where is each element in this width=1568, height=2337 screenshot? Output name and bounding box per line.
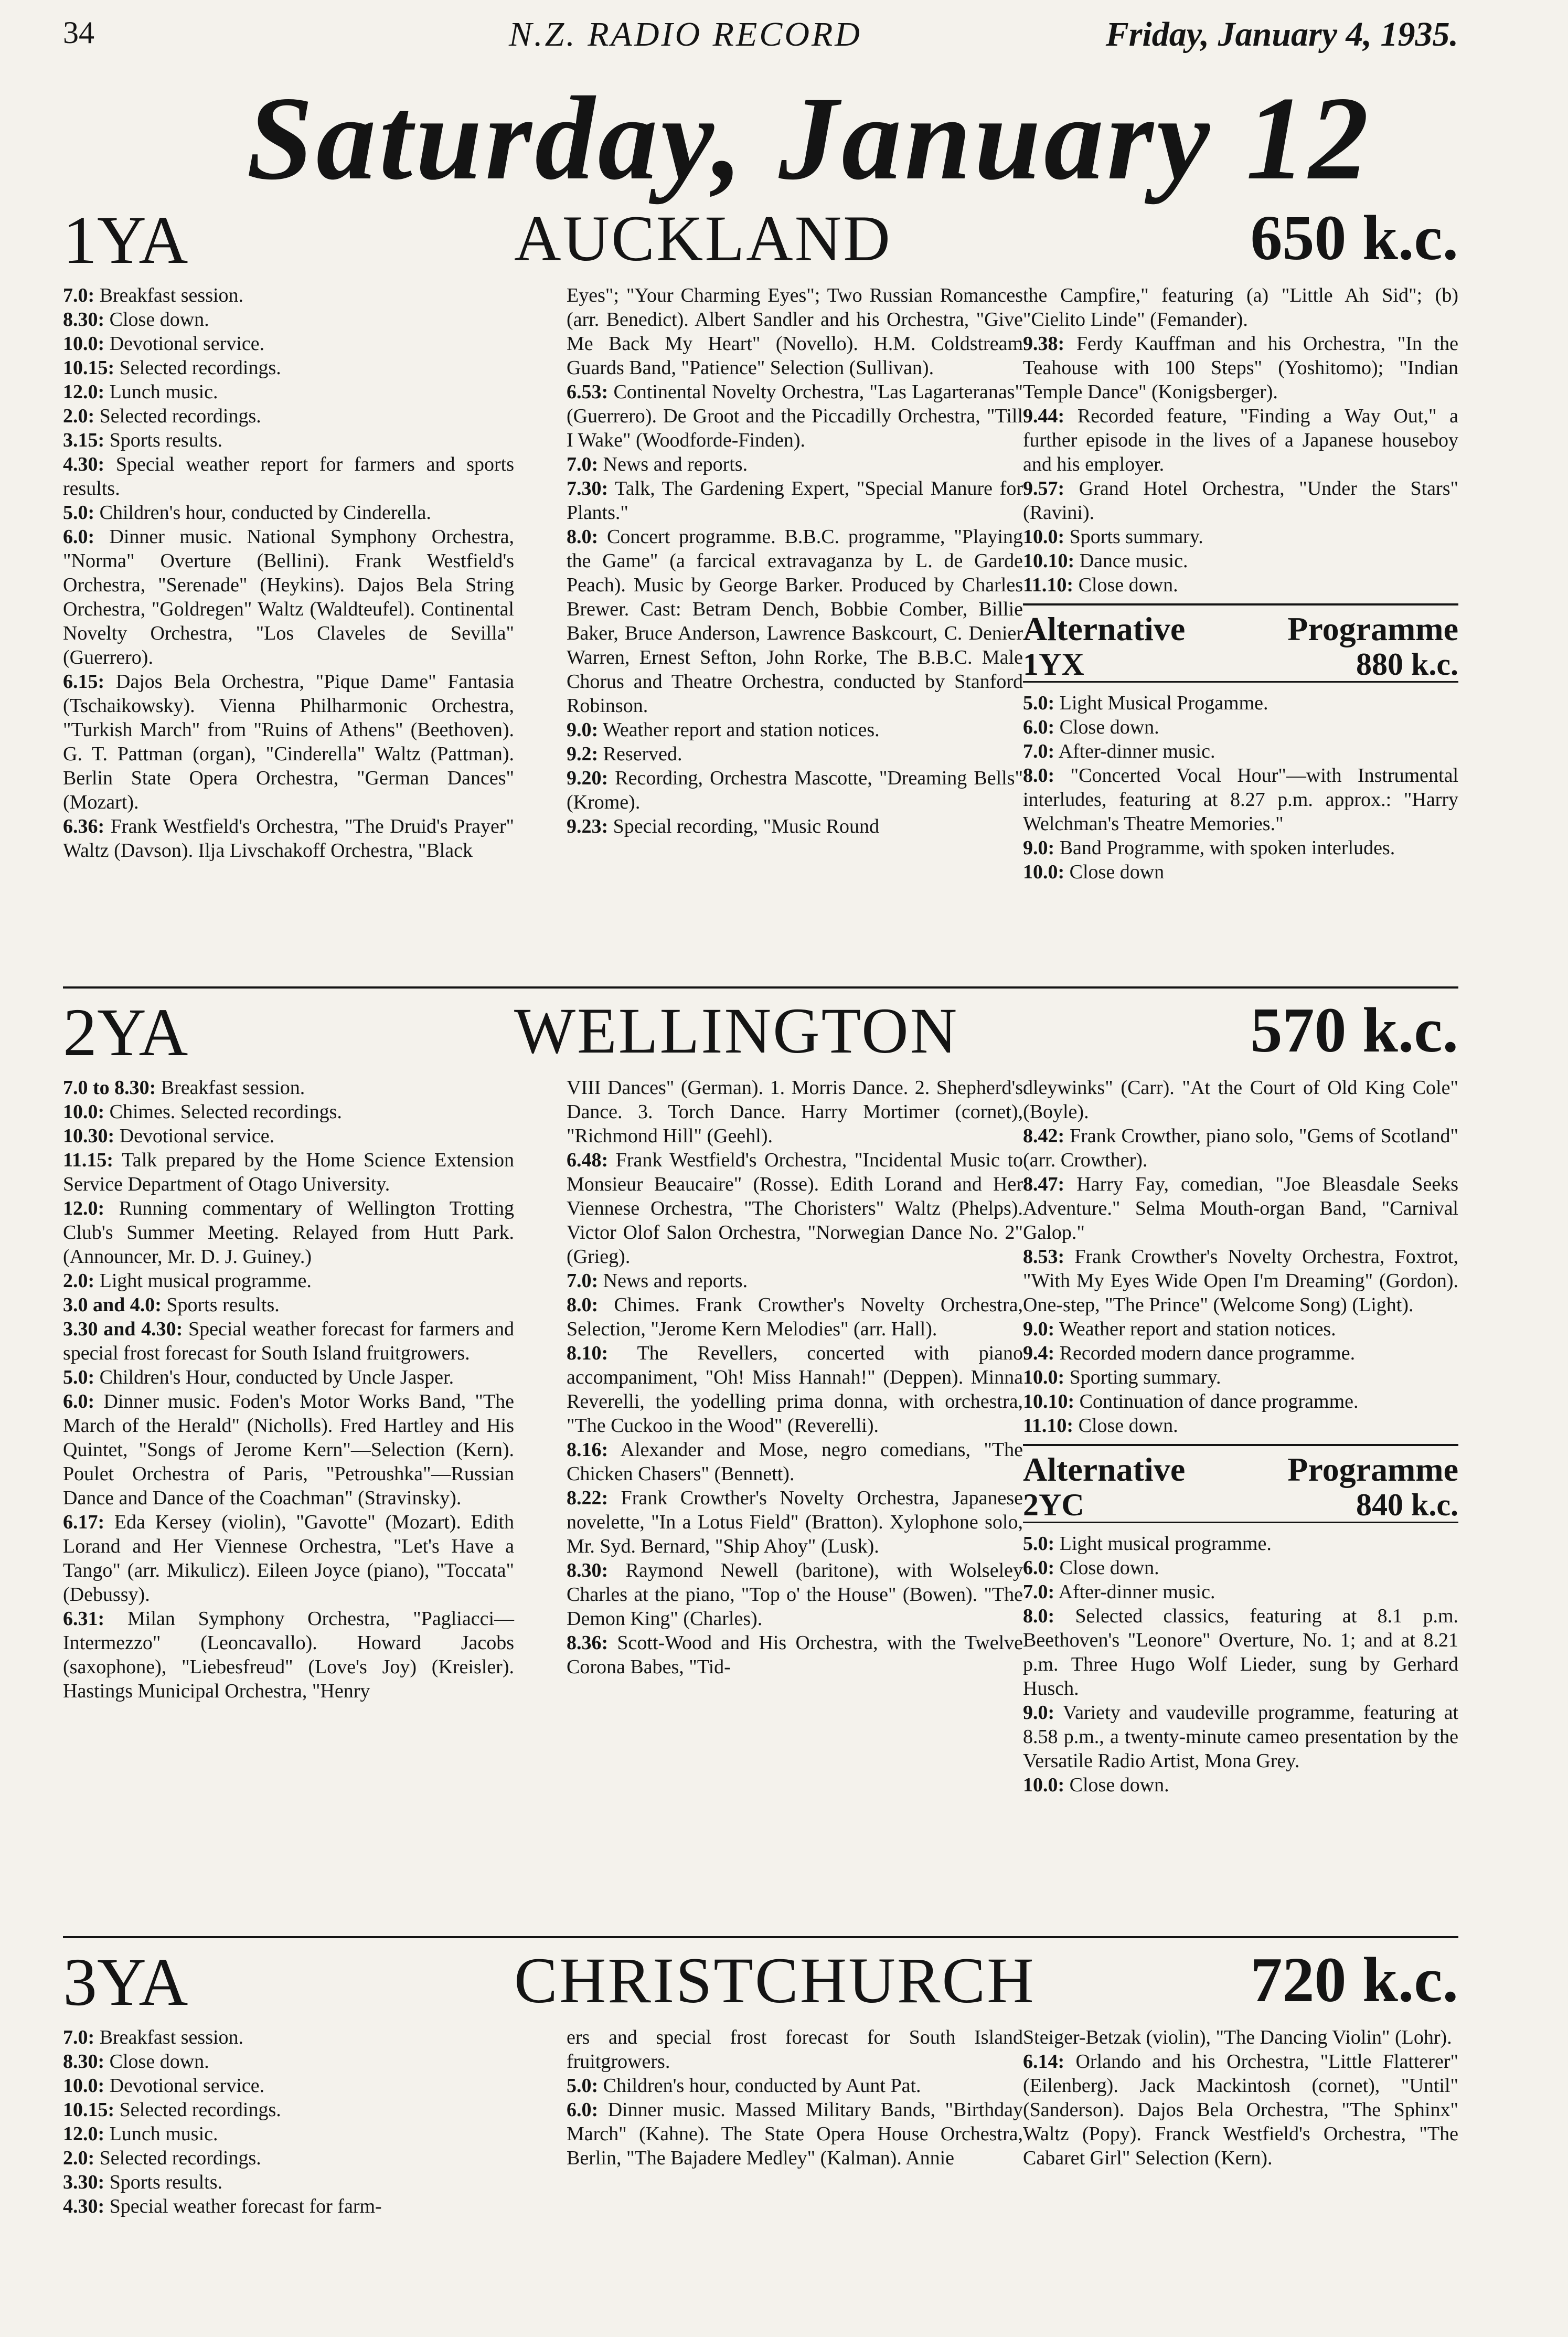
programme-text: Special recording, "Music Round xyxy=(613,815,879,837)
programme-entry xyxy=(567,1438,1023,1486)
programme-text: Sporting summary. xyxy=(1069,1366,1221,1388)
programme-entry xyxy=(1023,283,1458,332)
programme-text: Children's hour, conducted by Aunt Pat. xyxy=(603,2075,921,2097)
station-call: 2YA xyxy=(63,995,188,1070)
programme-time: 9.23: xyxy=(567,815,609,837)
programme-text: Selected recordings. xyxy=(99,2147,261,2169)
programme-time: 6.0: xyxy=(567,2099,599,2121)
programme-text: Selected recordings. xyxy=(99,405,261,427)
programme-entry xyxy=(567,1341,1023,1438)
programme-entry xyxy=(63,1293,514,1317)
alt-label: Alternative xyxy=(1023,1451,1186,1488)
programme-column-2 xyxy=(567,2025,1023,2170)
programme-time: 9.44: xyxy=(1023,405,1065,427)
programme-time: 3.15: xyxy=(63,429,105,451)
programme-time: 6.0: xyxy=(63,1390,95,1412)
programme-entry xyxy=(567,1558,1023,1631)
programme-entry xyxy=(567,766,1023,814)
programme-time: 9.38: xyxy=(1023,333,1065,355)
programme-column-1 xyxy=(63,1076,514,1703)
programme-entry xyxy=(567,1293,1023,1341)
programme-time: 10.30: xyxy=(63,1125,115,1147)
programme-time: 4.30: xyxy=(63,453,105,475)
programme-entry xyxy=(63,1076,514,1100)
programme-time: 8.0: xyxy=(1023,1605,1055,1627)
alt-frequency: 840 k.c. xyxy=(1356,1488,1458,1522)
programme-time: 6.36: xyxy=(63,815,105,837)
programme-column-2 xyxy=(567,283,1023,838)
programme-time: 5.0: xyxy=(1023,692,1055,714)
programme-columns xyxy=(63,1076,1458,1968)
programme-entry xyxy=(1023,1172,1458,1245)
programme-text: Sports summary. xyxy=(1069,526,1203,548)
alternative-programme-1yx xyxy=(1023,603,1458,683)
programme-text: Special weather report for farmers and sports results. xyxy=(63,453,514,500)
programme-entry xyxy=(1023,739,1458,763)
programme-entry xyxy=(63,2025,514,2049)
programme-text: Chimes. Selected recordings. xyxy=(109,1101,342,1123)
programme-time: 10.0: xyxy=(63,1101,105,1123)
alt-label-right: Programme xyxy=(1287,610,1458,647)
programme-entry xyxy=(1023,1076,1458,1124)
programme-entry xyxy=(63,814,514,863)
alt-label: Alternative xyxy=(1023,610,1186,647)
programme-text: Close down. xyxy=(1069,1774,1169,1796)
programme-entry xyxy=(1023,1580,1458,1604)
programme-text: Selected recordings. xyxy=(119,357,281,379)
programme-time: 10.0: xyxy=(1023,526,1065,548)
programme-time: 8.0: xyxy=(567,1294,599,1316)
programme-text: Weather report and station notices. xyxy=(602,719,880,741)
programme-entry xyxy=(1023,525,1458,549)
programme-time: 7.0: xyxy=(63,284,95,306)
programme-time: 6.0: xyxy=(63,526,95,548)
issue-date: Friday, January 4, 1935. xyxy=(1105,15,1458,54)
programme-text: The Revellers, concerted with piano accompaniment, "Oh! Miss Hannah!" (Deppen). Minna Reverelli, the yodelling prima donna, with orchestra, "The Cuckoo in the Wood" (Reverelli). xyxy=(567,1342,1023,1437)
station-call: 3YA xyxy=(63,1945,188,2020)
programme-text: Running commentary of Wellington Trotting Club's Summer Meeting. Relayed from Hutt Park. (Announcer, Mr. D. J. Guiney.) xyxy=(63,1197,515,1268)
programme-time: 5.0: xyxy=(63,1366,95,1388)
programme-text: Light Musical Progamme. xyxy=(1059,692,1268,714)
alt-frequency: 880 k.c. xyxy=(1356,647,1458,682)
programme-time: 2.0: xyxy=(63,405,95,427)
programme-column-3 xyxy=(1023,2025,1458,2170)
programme-entry xyxy=(63,1317,514,1365)
programme-time: 9.57: xyxy=(1023,477,1065,500)
programme-entry xyxy=(1023,1365,1458,1389)
programme-entry xyxy=(63,2194,514,2218)
programme-text: Light musical programme. xyxy=(1059,1533,1272,1555)
programme-entry xyxy=(63,332,514,356)
programme-time: 6.0: xyxy=(1023,716,1055,738)
station-header xyxy=(63,1947,1458,2025)
programme-time: 7.0: xyxy=(567,453,599,475)
programme-text: Continuation of dance programme. xyxy=(1079,1390,1359,1412)
programme-time: 8.0: xyxy=(567,526,599,548)
programme-time: 10.15: xyxy=(63,357,115,379)
programme-time: 10.0: xyxy=(1023,1774,1065,1796)
programme-time: 9.0: xyxy=(1023,1318,1055,1340)
programme-time: 8.36: xyxy=(567,1632,609,1654)
programme-text: ers and special frost forecast for South Island fruitgrowers. xyxy=(567,2026,1023,2073)
programme-time: 3.30: xyxy=(63,2171,105,2193)
programme-text: Weather report and station notices. xyxy=(1059,1318,1336,1340)
programme-entry xyxy=(63,307,514,332)
programme-entry xyxy=(1023,1556,1458,1580)
station-header xyxy=(63,205,1458,283)
programme-time: 9.0: xyxy=(1023,1702,1055,1724)
programme-text: Special weather forecast for farmers and special frost forecast for South Island fruitgrowers. xyxy=(63,1318,514,1364)
programme-entry xyxy=(63,670,514,814)
programme-text: Dance music. xyxy=(1079,550,1188,572)
programme-entry xyxy=(1023,763,1458,836)
programme-entry xyxy=(63,2098,514,2122)
station-city: WELLINGTON xyxy=(514,995,959,1067)
programme-time: 10.10: xyxy=(1023,1390,1075,1412)
programme-text: Breakfast session. xyxy=(161,1077,305,1099)
publication-title: N.Z. RADIO RECORD xyxy=(509,15,862,54)
station-section-1ya xyxy=(63,205,1458,965)
programme-entry xyxy=(63,1196,514,1269)
programme-time: 5.0: xyxy=(1023,1533,1055,1555)
programme-text: Continental Novelty Orchestra, "Las Lagarteranas" (Guerrero). De Groot and the Piccadilly Orchestra, "Till I Wake" (Woodforde-Finden). xyxy=(567,381,1023,451)
programme-time: 3.0 and 4.0: xyxy=(63,1294,162,1316)
station-city: AUCKLAND xyxy=(514,203,892,274)
station-city: CHRISTCHURCH xyxy=(514,1945,1036,2016)
programme-time: 4.30: xyxy=(63,2195,105,2217)
programme-list xyxy=(1023,1076,1458,1438)
programme-text: Grand Hotel Orchestra, "Under the Stars" (Ravini). xyxy=(1023,477,1458,524)
programme-text: Sports results. xyxy=(109,429,223,451)
programme-entry xyxy=(63,404,514,428)
programme-entry xyxy=(63,1607,514,1703)
programme-text: Ferdy Kauffman and his Orchestra, "In the Teahouse with 100 Steps" (Yoshitomo); "Indian Temple Dance" (Konigsberger). xyxy=(1023,333,1459,403)
programme-time: 11.15: xyxy=(63,1149,114,1171)
programme-entry xyxy=(1023,332,1458,404)
programme-entry xyxy=(1023,860,1458,884)
programme-entry xyxy=(63,2146,514,2170)
programme-text: Close down. xyxy=(1059,716,1159,738)
programme-time: 10.0: xyxy=(63,2075,105,2097)
programme-entry xyxy=(567,452,1023,476)
programme-text: Selected recordings. xyxy=(119,2099,281,2121)
programme-time: 6.15: xyxy=(63,671,105,693)
programme-text: After-dinner music. xyxy=(1058,740,1215,762)
programme-column-2 xyxy=(567,1076,1023,1679)
programme-time: 10.0: xyxy=(1023,861,1065,883)
programme-text: News and reports. xyxy=(603,453,748,475)
programme-text: Devotional service. xyxy=(119,1125,275,1147)
programme-entry xyxy=(567,1631,1023,1679)
programme-text: Harry Fay, comedian, "Joe Bleasdale Seeks Adventure." Selma Mouth-organ Band, "Carnival Galop." xyxy=(1023,1173,1458,1244)
programme-time: 7.0: xyxy=(1023,1581,1055,1603)
programme-time: 10.0: xyxy=(63,333,105,355)
programme-entry xyxy=(1023,2049,1458,2170)
programme-time: 3.30 and 4.30: xyxy=(63,1318,183,1340)
programme-text: dleywinks" (Carr). "At the Court of Old King Cole" (Boyle). xyxy=(1023,1077,1458,1123)
programme-text: Breakfast session. xyxy=(99,284,244,306)
programme-time: 12.0: xyxy=(63,2123,105,2145)
programme-text: Selected classics, featuring at 8.1 p.m. Beethoven's "Leonore" Overture, No. 1; and at 8.21 p.m. Three Hugo Wolf Lieder, sung by Gerhard Husch. xyxy=(1023,1605,1459,1699)
programme-entry xyxy=(63,1148,514,1196)
alt-call: 2YC xyxy=(1023,1488,1084,1522)
programme-entry xyxy=(1023,1701,1458,1773)
alt-call: 1YX xyxy=(1023,647,1084,682)
programme-text: Special weather forecast for farm- xyxy=(109,2195,382,2217)
programme-entry xyxy=(63,501,514,525)
programme-entry xyxy=(567,1148,1023,1269)
programme-entry xyxy=(1023,715,1458,739)
programme-text: Alexander and Mose, negro comedians, "The Chicken Chasers" (Bennett). xyxy=(567,1439,1023,1485)
alt-programme-list xyxy=(1023,691,1458,884)
programme-time: 8.30: xyxy=(567,1559,609,1581)
programme-entry xyxy=(1023,1245,1458,1317)
programme-time: 6.17: xyxy=(63,1511,105,1533)
programme-text: Frank Crowther's Novelty Orchestra, Foxtrot, "With My Eyes Wide Open I'm Dreaming" (Gordon). One-step, "The Prince" (Welcome Song) (Light). xyxy=(1023,1246,1458,1316)
programme-time: 8.30: xyxy=(63,309,105,331)
programme-text: Devotional service. xyxy=(109,333,265,355)
station-frequency: 720 k.c. xyxy=(1250,1945,1458,2015)
programme-time: 7.0: xyxy=(63,2026,95,2048)
programme-entry xyxy=(567,525,1023,718)
programme-text: Children's Hour, conducted by Uncle Jasper. xyxy=(99,1366,454,1388)
programme-entry xyxy=(63,2122,514,2146)
programme-text: Recording, Orchestra Mascotte, "Dreaming Bells" (Krome). xyxy=(567,767,1023,813)
programme-text: Scott-Wood and His Orchestra, with the Twelve Corona Babes, "Tid- xyxy=(567,1632,1023,1678)
programme-column-3 xyxy=(1023,1076,1458,1797)
programme-entry xyxy=(1023,2025,1458,2049)
programme-entry xyxy=(567,2074,1023,2098)
programme-entry xyxy=(63,356,514,380)
page-number: 34 xyxy=(63,15,94,50)
programme-time: 6.53: xyxy=(567,381,609,403)
programme-text: Breakfast session. xyxy=(99,2026,244,2048)
programme-time: 7.30: xyxy=(567,477,609,500)
programme-time: 10.10: xyxy=(1023,550,1075,572)
programme-text: Close down. xyxy=(1078,1415,1178,1437)
programme-entry xyxy=(63,2074,514,2098)
programme-text: Sports results. xyxy=(166,1294,280,1316)
programme-entry xyxy=(1023,1773,1458,1797)
programme-entry xyxy=(63,1269,514,1293)
programme-entry xyxy=(63,1365,514,1389)
programme-text: Orlando and his Orchestra, "Little Flatterer" (Eilenberg). Jack Mackintosh (cornet), "Until" (Sanderson). Dajos Bela Orchestra, "The Sphinx" Waltz (Popy). Franck Westfield's Orchestra, "The Cabaret Girl" Selection (Kern). xyxy=(1023,2051,1458,2169)
programme-list xyxy=(1023,283,1458,597)
programme-text: After-dinner music. xyxy=(1058,1581,1215,1603)
programme-entry xyxy=(567,1486,1023,1558)
programme-entry xyxy=(1023,1389,1458,1414)
programme-entry xyxy=(567,476,1023,525)
section-divider xyxy=(63,1936,1458,1938)
programme-time: 8.30: xyxy=(63,2051,105,2073)
programme-entry xyxy=(63,1124,514,1148)
programme-time: 10.0: xyxy=(1023,1366,1065,1388)
programme-entry xyxy=(1023,691,1458,715)
programme-time: 12.0: xyxy=(63,1197,105,1219)
programme-time: 11.10: xyxy=(1023,574,1074,596)
programme-text: Frank Westfield's Orchestra, "The Druid's Prayer" Waltz (Davson). Ilja Livschakoff Orchestra, "Black xyxy=(63,815,514,862)
programme-text: Frank Crowther's Novelty Orchestra, Japanese novelette, "In a Lotus Field" (Bratton). Xylophone solo, Mr. Syd. Bernard, "Ship Ahoy" (Lusk). xyxy=(567,1487,1023,1557)
page-header xyxy=(63,15,1458,57)
programme-text: Dinner music. National Symphony Orchestra, "Norma" Overture (Bellini). Frank Westfield's Orchestra, "Serenade" (Heykins). Dajos Bela String Orchestra, "Goldregen" Waltz (Waldteufel). Continental Novelty Orchestra, "Los Claveles de Sevilla" (Guerrero). xyxy=(63,526,514,668)
programme-text: Recorded feature, "Finding a Way Out," a further episode in the lives of a Japanese houseboy and his employer. xyxy=(1023,405,1458,475)
programme-text: "Concerted Vocal Hour"—with Instrumental interludes, featuring at 8.27 p.m. approx.: "Harry Welchman's Theatre Memories." xyxy=(1023,764,1458,835)
programme-text: Frank Crowther, piano solo, "Gems of Scotland" (arr. Crowther). xyxy=(1023,1125,1458,1171)
programme-entry xyxy=(63,283,514,307)
programme-text: Lunch music. xyxy=(109,2123,218,2145)
programme-text: Variety and vaudeville programme, featuring at 8.58 p.m., a twenty-minute cameo presentation by the Versatile Radio Artist, Mona Grey. xyxy=(1023,1702,1458,1772)
programme-entry xyxy=(1023,1414,1458,1438)
programme-time: 8.10: xyxy=(567,1342,609,1364)
programme-text: the Campfire," featuring (a) "Little Ah Sid"; (b) "Cielito Linde" (Femander). xyxy=(1023,284,1458,331)
programme-time: 8.47: xyxy=(1023,1173,1065,1195)
section-divider xyxy=(63,986,1458,989)
programme-time: 6.14: xyxy=(1023,2051,1065,2073)
station-section-3ya xyxy=(63,1947,1458,2330)
programme-entry xyxy=(63,2049,514,2074)
programme-columns xyxy=(63,283,1458,965)
programme-entry xyxy=(1023,1604,1458,1701)
programme-text: Steiger-Betzak (violin), "The Dancing Violin" (Lohr). xyxy=(1023,2026,1452,2048)
programme-time: 9.0: xyxy=(567,719,599,741)
programme-time: 9.20: xyxy=(567,767,609,789)
programme-time: 6.48: xyxy=(567,1149,609,1171)
programme-text: Concert programme. B.B.C. programme, "Playing the Game" (a farcical extravaganza by L. de Garde Peach). Music by George Barker. Produced by Charles Brewer. Cast: Betram Dench, Bobbie Comber, Billie Baker, Bruce Anderson, Lawrence Baskcourt, C. Denier Warren, Ernest Sefton, John Rorke, The B.B.C. Male Chorus and Theatre Orchestra, conducted by Stanford Robinson. xyxy=(567,526,1023,717)
programme-text: Dajos Bela Orchestra, "Pique Dame" Fantasia (Tschaikowsky). Vienna Philharmonic Orchestra, "Turkish March" from "Ruins of Athens" (Beethoven). G. T. Pattman (organ), "Cinderella" Waltz (Pattman). Berlin State Opera Orchestra, "German Dances" (Mozart). xyxy=(63,671,514,813)
programme-entry xyxy=(567,283,1023,380)
programme-entry xyxy=(1023,1317,1458,1341)
programme-entry xyxy=(1023,404,1458,476)
programme-entry xyxy=(63,428,514,452)
programme-entry xyxy=(567,2098,1023,2170)
programme-entry xyxy=(1023,836,1458,860)
programme-entry xyxy=(567,1076,1023,1148)
programme-time: 7.0: xyxy=(1023,740,1055,762)
programme-entry xyxy=(63,1389,514,1510)
programme-entry xyxy=(567,814,1023,838)
programme-entry xyxy=(63,380,514,404)
programme-time: 12.0: xyxy=(63,381,105,403)
programme-time: 10.15: xyxy=(63,2099,115,2121)
programme-entry xyxy=(63,1100,514,1124)
programme-text: Close down xyxy=(1069,861,1165,883)
programme-text: Milan Symphony Orchestra, "Pagliacci—Intermezzo" (Leoncavallo). Howard Jacobs (saxophone), "Liebesfreud" (Love's Joy) (Kreisler). Hastings Municipal Orchestra, "Henry xyxy=(63,1608,514,1702)
programme-text: Band Programme, with spoken interludes. xyxy=(1059,837,1395,859)
programme-entry xyxy=(1023,1124,1458,1172)
programme-text: Close down. xyxy=(1078,574,1178,596)
programme-entry xyxy=(1023,549,1458,573)
programme-time: 2.0: xyxy=(63,1270,95,1292)
programme-text: Eda Kersey (violin), "Gavotte" (Mozart). Edith Lorand and Her Viennese Orchestra, "Let's Have a Tango" (arr. Mikulicz). Eileen Joyce (piano), "Toccata" (Debussy). xyxy=(63,1511,515,1606)
programme-time: 9.4: xyxy=(1023,1342,1055,1364)
programme-time: 6.0: xyxy=(1023,1557,1055,1579)
programme-entry xyxy=(1023,573,1458,597)
programme-time: 11.10: xyxy=(1023,1415,1074,1437)
programme-text: News and reports. xyxy=(603,1270,748,1292)
programme-text: Dinner music. Massed Military Bands, "Birthday March" (Kahne). The State Opera House Orchestra, Berlin, "The Bajadere Medley" (Kalman). Annie xyxy=(567,2099,1023,2169)
programme-entry xyxy=(1023,1532,1458,1556)
programme-entry xyxy=(567,2025,1023,2074)
programme-time: 9.0: xyxy=(1023,837,1055,859)
station-header xyxy=(63,997,1458,1076)
programme-entry xyxy=(567,1269,1023,1293)
alt-label-right: Programme xyxy=(1287,1451,1458,1488)
programme-text: Dinner music. Foden's Motor Works Band, "The March of the Herald" (Nicholls). Fred Hartley and His Quintet, "Songs of Jerome Kern"—Selection (Kern). Poulet Orchestra of Paris, "Petroushka"—Russian Dance and Dance of the Coachman" (Stravinsky). xyxy=(63,1390,514,1509)
programme-entry xyxy=(567,742,1023,766)
programme-time: 5.0: xyxy=(63,502,95,524)
alt-programme-list xyxy=(1023,1532,1458,1797)
programme-text: Lunch music. xyxy=(109,381,218,403)
programme-text: Children's hour, conducted by Cinderella. xyxy=(99,502,431,524)
programme-text: Raymond Newell (baritone), with Wolseley Charles at the piano, "Top o' the House" (Bowen). "The Demon King" (Charles). xyxy=(567,1559,1023,1630)
programme-text: Light musical programme. xyxy=(99,1270,312,1292)
programme-time: 5.0: xyxy=(567,2075,599,2097)
programme-columns xyxy=(63,2025,1458,2330)
programme-time: 7.0: xyxy=(567,1270,599,1292)
programme-entry xyxy=(1023,1341,1458,1365)
programme-text: Talk, The Gardening Expert, "Special Manure for Plants." xyxy=(567,477,1023,524)
programme-time: 8.16: xyxy=(567,1439,609,1461)
programme-entry xyxy=(63,2170,514,2194)
programme-time: 7.0 to 8.30: xyxy=(63,1077,156,1099)
programme-entry xyxy=(63,1510,514,1607)
programme-text: Devotional service. xyxy=(109,2075,265,2097)
day-heading: Saturday, January 12 xyxy=(247,72,1372,205)
programme-time: 6.31: xyxy=(63,1608,105,1630)
programme-column-1 xyxy=(63,283,514,863)
programme-text: VIII Dances" (German). 1. Morris Dance. 2. Shepherd's Dance. 3. Torch Dance. Harry Mortimer (cornet), "Richmond Hill" (Geehl). xyxy=(567,1077,1023,1147)
programme-entry xyxy=(63,452,514,501)
programme-text: Close down. xyxy=(1059,1557,1159,1579)
programme-text: Recorded modern dance programme. xyxy=(1059,1342,1356,1364)
programme-text: Frank Westfield's Orchestra, "Incidental Music to Monsieur Beaucaire" (Rosse). Edith Lorand and Her Viennese Orchestra, "The Choristers" Waltz (Phelps). Victor Olof Salon Orchestra, "Norwegian Dance No. 2" (Grieg). xyxy=(567,1149,1023,1268)
programme-time: 2.0: xyxy=(63,2147,95,2169)
programme-column-1 xyxy=(63,2025,514,2218)
programme-text: Talk prepared by the Home Science Extension Service Department of Otago University. xyxy=(63,1149,514,1195)
programme-entry xyxy=(567,380,1023,452)
alternative-programme-2yc xyxy=(1023,1444,1458,1523)
programme-text: Close down. xyxy=(109,309,209,331)
programme-time: 8.0: xyxy=(1023,764,1055,787)
programme-text: Close down. xyxy=(109,2051,209,2073)
station-frequency: 650 k.c. xyxy=(1250,203,1458,273)
programme-text: Eyes"; "Your Charming Eyes"; Two Russian Romances (arr. Benedict). Albert Sandler and his Orchestra, "Give Me Back My Heart" (Novello). H.M. Coldstream Guards Band, "Patience" Selection (Sullivan). xyxy=(567,284,1023,379)
programme-column-3 xyxy=(1023,283,1458,884)
programme-time: 8.42: xyxy=(1023,1125,1065,1147)
programme-time: 9.2: xyxy=(567,743,599,765)
programme-text: Sports results. xyxy=(109,2171,223,2193)
programme-text: Chimes. Frank Crowther's Novelty Orchestra, Selection, "Jerome Kern Melodies" (arr. Hall). xyxy=(567,1294,1023,1340)
programme-entry xyxy=(567,718,1023,742)
station-section-2ya xyxy=(63,997,1458,1968)
programme-time: 8.53: xyxy=(1023,1246,1065,1268)
station-call: 1YA xyxy=(63,203,188,278)
programme-time: 8.22: xyxy=(567,1487,609,1509)
programme-entry xyxy=(63,525,514,670)
programme-entry xyxy=(1023,476,1458,525)
station-frequency: 570 k.c. xyxy=(1250,995,1458,1066)
programme-text: Reserved. xyxy=(603,743,682,765)
